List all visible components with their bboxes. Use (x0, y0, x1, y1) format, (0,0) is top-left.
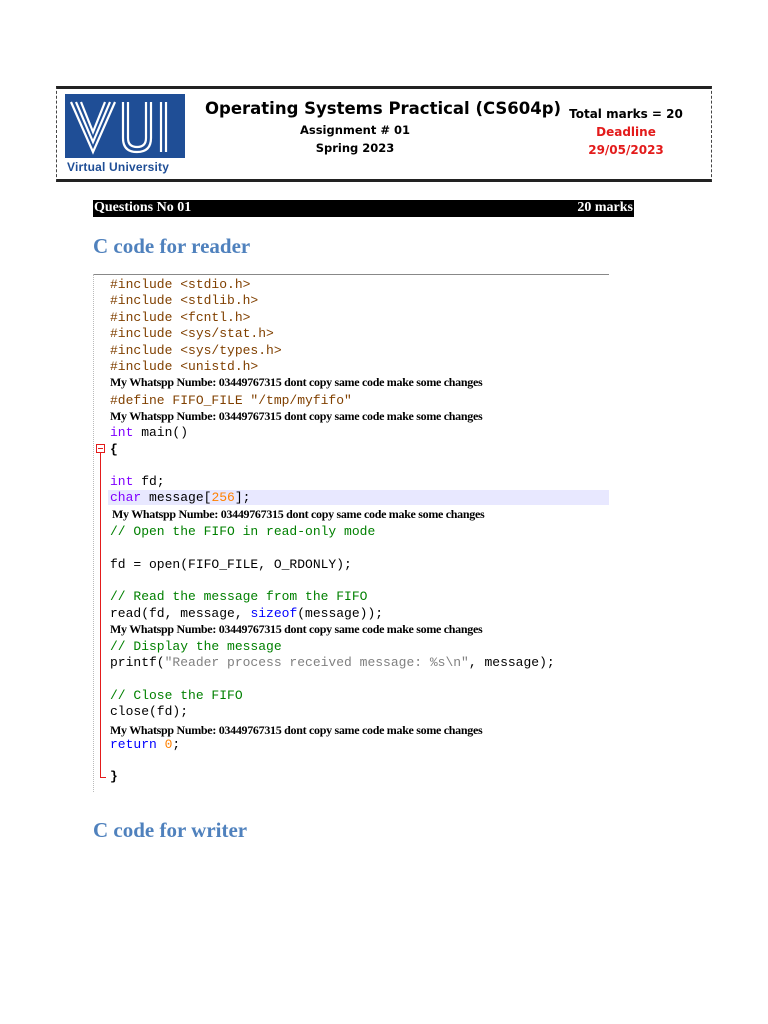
code-line-fd (110, 475, 165, 489)
code-type: int (110, 425, 134, 440)
university-logo (65, 94, 185, 176)
vu-logo-icon (65, 94, 185, 158)
code-line-brace-open: { (110, 442, 118, 457)
watermark-note: My Whatspp Numbe: 03449767315 dont copy same code make some changes (110, 375, 483, 389)
deadline-date: 29/05/2023 (588, 143, 664, 157)
reader-heading: C code for reader (93, 234, 251, 258)
writer-heading: C code for writer (93, 818, 248, 842)
assignment-number: Assignment # 01 (299, 123, 411, 137)
code-line-read (110, 607, 383, 621)
watermark-note: My Whatspp Numbe: 03449767315 dont copy same code make some changes (110, 723, 483, 737)
code-line-define: #define FIFO_FILE "/tmp/myfifo" (110, 393, 352, 408)
code-text: fd; (133, 474, 165, 489)
deadline-label: Deadline (596, 125, 656, 139)
code-top-border (93, 274, 609, 275)
code-comment-read: // Read the message from the FIFO (110, 589, 368, 604)
code-string: "Reader process received message: %s\n" (164, 655, 469, 670)
code-line-include-stdlib: #include <stdlib.h> (110, 293, 259, 308)
code-type: int (110, 474, 134, 489)
logo-text: Virtual University (67, 160, 170, 174)
total-marks: Total marks = 20 (569, 107, 683, 121)
code-line-close: close(fd); (110, 704, 189, 719)
code-line-main (110, 426, 188, 440)
code-keyword: return (110, 737, 157, 752)
code-line-message (110, 491, 250, 505)
code-text: read(fd, message, (110, 606, 251, 621)
code-line-include-fcntl: #include <fcntl.h> (110, 310, 251, 325)
code-line-include-stdio: #include <stdio.h> (110, 277, 251, 292)
semester: Spring 2023 (315, 141, 395, 155)
code-line-include-stat: #include <sys/stat.h> (110, 326, 274, 341)
code-text: main() (133, 425, 189, 440)
watermark-note: My Whatspp Numbe: 03449767315 dont copy same code make some changes (110, 622, 483, 636)
code-comment-open: // Open the FIFO in read-only mode (110, 524, 376, 539)
code-comment-close: // Close the FIFO (110, 688, 243, 703)
course-title: Operating Systems Practical (CS604p) (205, 99, 562, 118)
watermark-note: My Whatspp Numbe: 03449767315 dont copy same code make some changes (112, 507, 485, 521)
code-line-include-types: #include <sys/types.h> (110, 343, 282, 358)
fold-collapse-icon[interactable] (96, 444, 105, 453)
code-line-include-unistd: #include <unistd.h> (110, 359, 259, 374)
code-text: ]; (234, 490, 251, 505)
fold-guide-line (100, 453, 101, 777)
code-text: , message); (468, 655, 555, 670)
code-line-open: fd = open(FIFO_FILE, O_RDONLY); (110, 557, 352, 572)
code-text: printf( (110, 655, 165, 670)
question-label: Questions No 01 (94, 200, 192, 215)
code-keyword: sizeof (250, 606, 298, 621)
code-left-border (93, 274, 94, 792)
code-text: message[ (141, 490, 212, 505)
code-line-printf (110, 656, 555, 670)
question-marks: 20 marks (577, 200, 633, 215)
question-bar (93, 200, 634, 217)
watermark-note: My Whatspp Numbe: 03449767315 dont copy same code make some changes (110, 409, 483, 423)
code-type: char (110, 490, 142, 505)
code-comment-display: // Display the message (110, 639, 282, 654)
document-header (56, 86, 712, 182)
code-text: (message)); (297, 606, 384, 621)
code-line-return (110, 738, 180, 752)
code-number: 0 (156, 737, 173, 752)
code-text: ; (172, 737, 181, 752)
code-line-brace-close: } (110, 769, 118, 784)
code-number: 256 (211, 490, 235, 505)
fold-guide-end (100, 777, 106, 778)
